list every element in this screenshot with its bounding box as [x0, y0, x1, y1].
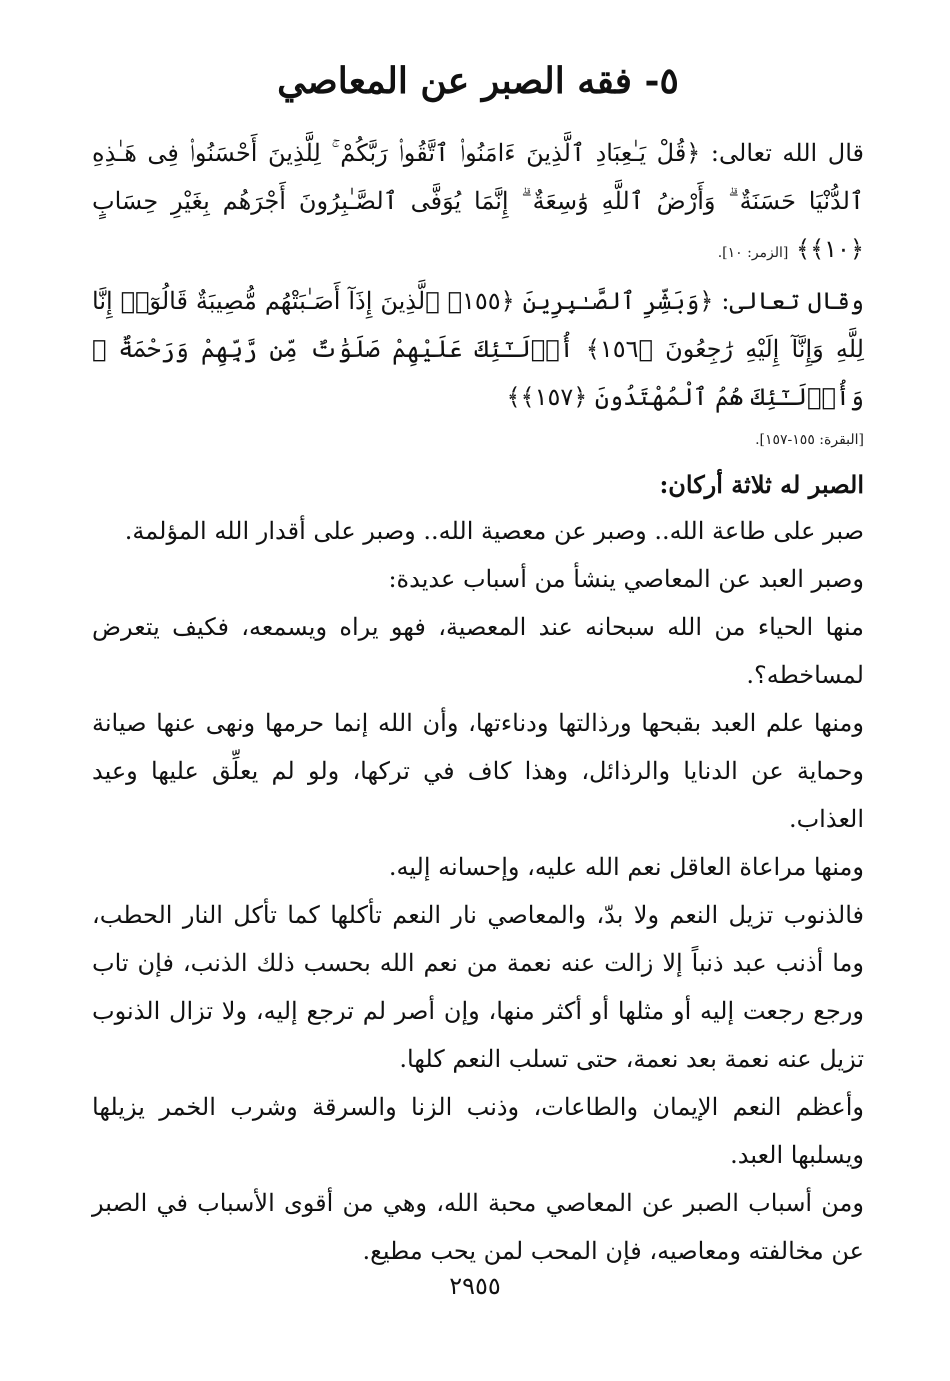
verse-reference: [البقرة: ١٥٥-١٥٧]. — [755, 432, 864, 449]
paragraph: صبر على طاعة الله.. وصبر عن معصية الله.. وصبر على أقدار الله المؤلمة. — [124, 517, 864, 546]
verse-intro: وقال تعالى: — [721, 287, 864, 316]
verse-reference: [الزمر: ١٠]. — [717, 245, 789, 262]
paragraph: ومن أسباب الصبر عن المعاصي محبة الله، وهي من أقوى الأسباب في الصبر عن مخالفته ومعاصيه، فإن المحب لمن يحب مطيع. — [92, 1189, 864, 1266]
paragraph: ومنها علم العبد بقبحها ورذالتها ودناءتها، وأن الله إنما حرمها ونهى عنها صيانة وحماية عن الدنايا والرذائل، وهذا كاف في تركها، ولو لم يعلِّق عليها وعيد العذاب. — [92, 709, 864, 834]
page-content — [92, 52, 864, 1275]
quran-verse-baqarah — [92, 277, 864, 421]
page-title: ٥- فقه الصبر عن المعاصي — [277, 60, 679, 102]
paragraph: منها الحياء من الله سبحانه عند المعصية، فهو يراه ويسمعه، فكيف يتعرض لمساخطه؟. — [92, 613, 865, 690]
section-heading: الصبر له ثلاثة أركان: — [659, 470, 864, 500]
verse-text: ﴿وَبَشِّرِ ٱلصَّـٰبِرِينَ ﴿١٥٥﴾ ٱلَّذِينَ إِذَآ أَصَـٰبَتْهُم مُّصِيبَةٌ قَالُوٓا۟ إِنَّا لِلَّهِ وَإِنَّآ إِلَيْهِ رَٰجِعُونَ ﴿١٥٦﴾ أُو۟لَـٰٓئِكَ عَلَيْهِمْ صَلَوَٰتٌ مِّن رَّبِّهِمْ وَرَحْمَةٌ ۖ وَأُو۟لَـٰٓئِكَ هُمُ ٱلْمُهْتَدُونَ ﴿١٥٧﴾﴾ — [92, 287, 864, 412]
quran-verse-zumar — [92, 129, 864, 277]
paragraph: ومنها مراعاة العاقل نعم الله عليه، وإحسانه إليه. — [388, 853, 864, 882]
paragraph: وصبر العبد عن المعاصي ينشأ من أسباب عديدة: — [388, 565, 864, 594]
paragraph: وأعظم النعم الإيمان والطاعات، وذنب الزنا والسرقة وشرب الخمر يزيلها ويسلبها العبد. — [92, 1093, 864, 1170]
page-number: ٢٩٥٥ — [449, 1272, 501, 1300]
verse-intro: قال الله تعالى: — [710, 139, 864, 168]
verse-text: ﴿قُلْ يَـٰعِبَادِ ٱلَّذِينَ ءَامَنُوا۟ ٱتَّقُوا۟ رَبَّكُمْ ۚ لِلَّذِينَ أَحْسَنُوا۟ فِى هَـٰذِهِ ٱلدُّنْيَا حَسَنَةٌ ۗ وَأَرْضُ ٱللَّهِ وَٰسِعَةٌ ۗ إِنَّمَا يُوَفَّى ٱلصَّـٰبِرُونَ أَجْرَهُم بِغَيْرِ حِسَابٍ ﴿١٠﴾﴾ — [92, 139, 864, 264]
paragraph: فالذنوب تزيل النعم ولا بدّ، والمعاصي نار النعم تأكلها كما تأكل النار الحطب، وما أذنب عبد ذنباً إلا زالت عنه نعمة من نعم الله بحسب ذلك الذنب، فإن تاب ورجع رجعت إليه أو مثلها أو أكثر منها، وإن أصر لم ترجع إليه، ولا تزال الذنوب تزيل عنه نعمة بعد نعمة، حتى تسلب النعم كلها. — [92, 901, 864, 1074]
